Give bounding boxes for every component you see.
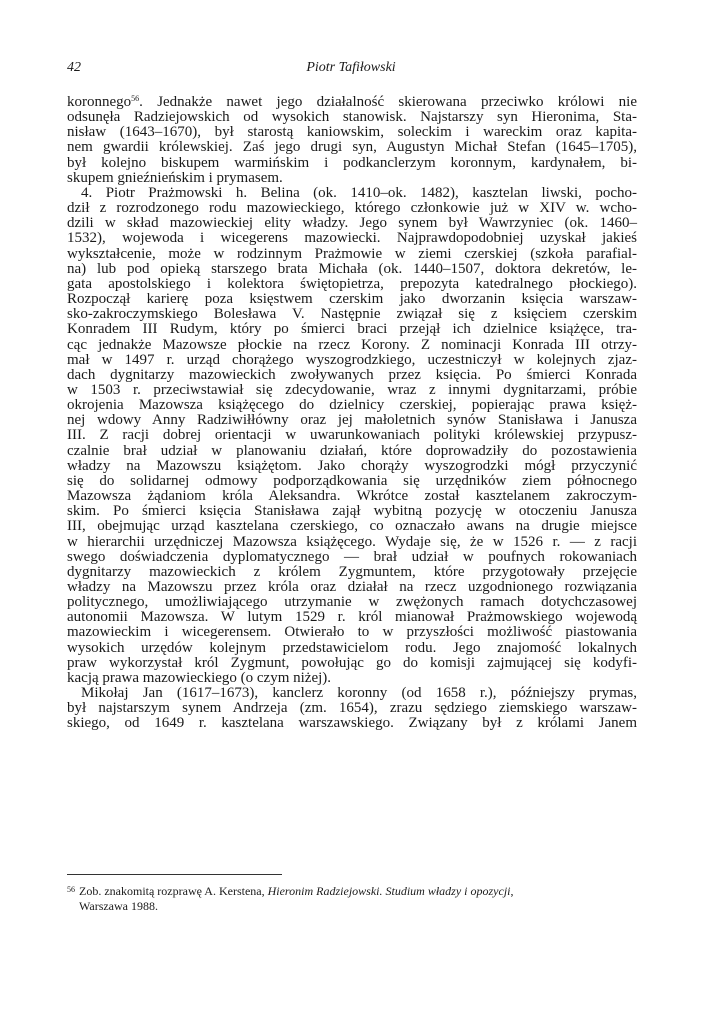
text-line: 1532), wojewoda i wicegerens mazowiecki. Najprawdopodobniej uzyskał jakieś [67,230,637,247]
text-line: Mikołaj Jan (1617–1673), kanclerz koronny (od 1658 r.), późniejszy prymas, [81,685,637,702]
text-line: dach dygnitarzy mazowieckich zwoływanych przez księcia. Po śmierci Konrada [67,366,637,383]
text-line: kacją prawa mazowieckiego (o czym niżej). [67,669,332,686]
text-line: sko-zakroczymskiego Bolesława V. Następnie związał się z księciem czerskim [67,306,637,323]
text-line: politycznego, umożliwiającego utrzymanie w zwężonych ramach dotychczasowej [67,594,637,611]
text-line: był najstarszym synem Andrzeja (zm. 1654), zrazu sędziego ziemskiego warszaw- [67,700,637,717]
text-line: cąc jednakże Mazowsze płockie na rzecz Korony. Z nominacji Konrada III otrzy- [67,336,637,353]
text-line: mazowieckim i wicegerensem. Otwierało to w przyszłości możliwość piastowania [67,624,637,641]
footnote-number: 56 [67,885,75,894]
text-line: wykształcenie, może w rodzinnym Prażmowie w ziemi czerskiej (szkoła parafial- [67,245,637,262]
text-line: w hierarchii urzędniczej Mazowsza książęcego. Wydaje się, że w 1526 r. — z racji [67,533,637,550]
text-line: dził z rozrodzonego rodu mazowieckiego, którego członkowie już w XIV w. wcho- [67,200,637,217]
text-line: skupem gnieźnieńskim i prymasem. [67,169,283,186]
footnote-text: Zob. znakomitą rozprawę A. Kerstena, [79,884,268,898]
text-line: okrojenia Mazowsza książęcego do dzielnicy czerskiej, popierając prawa księż- [67,397,637,414]
text-line: gata apostolskiego i kolektora świętopietrza, prepozyta katedralnego płockiego). [67,275,637,292]
text-fragment: . Jednakże nawet jego działalność skierowana przeciwko królowi nie [139,94,637,110]
footnote-title: Hieronim Radziejowski. Studium władzy i opozycji [267,884,511,898]
text-line: Mazowsza żądaniom króla Aleksandra. Wkrótce został kasztelanem zakroczym- [67,488,637,505]
text-line: na) lub pod opieką starszego brata Michała (ok. 1440–1507, doktora dekretów, le- [67,260,637,277]
text-line: odsunęła Radziejowskich od wysokich stanowisk. Najstarszy syn Hieronima, Sta- [67,109,637,126]
text-line: się do solidarnej odmowy podporządkowania się urzędników ziem północnego [67,472,637,489]
text-line: III. Z racji dobrej orientacji w uwarunkowaniach polityki królewskiej przypusz- [67,427,637,444]
text-line: dygnitarzy mazowieckich z królem Zygmuntem, które przygotowały przejęcie [67,563,637,580]
text-line: był kolejno biskupem warmińskim i podkanclerzym koronnym, kardynałem, bi- [67,154,637,171]
text-line: władzy na Mazowszu książętom. Jako chorąży wyszogrodzki mógł przyczynić [67,457,637,474]
text-line: swego doświadczenia dyplomatycznego — brał udział w poufnych rokowaniach [67,548,637,565]
text-line: czalnie brał udział w planowaniu działań, które doprowadziły do pozostawienia [67,442,637,459]
footnote-ref[interactable]: 56 [131,94,140,103]
text-line: skim. Po śmierci księcia Stanisława zajął wybitną pozycję w otoczeniu Janusza [67,503,637,520]
text-line: władzy na Mazowszu przez króla oraz działał na rzecz uzgodnionego rozwiązania [67,579,637,595]
text-line: skiego, od 1649 r. kasztelana warszawskiego. Związany był z królami Janem [67,715,637,732]
footnote-text: , [510,884,514,898]
text-line [67,95,637,110]
body-text [67,95,637,732]
text-line: Rozpoczął karierę poza księstwem czerskim jako dworzanin księcia warszaw- [67,291,637,308]
text-line: nej wdowy Anny Radziwiłłówny oraz jej małoletnich synów Stanisława i Janusza [67,412,637,429]
text-line: nisław (1643–1670), był starostą kaniowskim, soleckim i wareckim oraz kapita- [67,124,637,141]
running-title: Piotr Tafiłowski [306,60,396,75]
footnote-text: Warszawa 1988. [79,899,159,913]
text-line: 4. Piotr Prażmowski h. Belina (ok. 1410–ok. 1482), kasztelan liwski, pocho- [81,184,637,201]
text-line: autonomii Mazowsza. W lutym 1529 r. król mianował Prażmowskiego wojewodą [67,609,637,626]
text-line: dzili w skład mazowieckiej elity władzy. Jego synem był Wawrzyniec (ok. 1460– [67,215,637,232]
text-line: wysokich urzędów kolejnym przedstawicielom rodu. Jego znajomość lokalnych [67,639,637,656]
text-line: III, obejmując urząd kasztelana czerskiego, co oznaczało awans na drugie miejsce [67,518,637,535]
footnote-divider [67,874,282,875]
text-line: w 1503 r. przeciwstawiał się zdecydowanie, wraz z innymi dygnitarzami, próbie [67,381,637,398]
text-line: nem gwardii królewskiej. Zaś jego drugi syn, Augustyn Michał Stefan (1645–1705), [67,139,637,156]
text-line: mał w 1497 r. urząd chorążego wyszogrodzkiego, uczestniczył w kolejnych zjaz- [67,351,637,368]
footnote [67,884,637,914]
text-fragment: koronnego [67,94,132,110]
text-line: praw wykorzystał król Zygmunt, powołując go do komisji zajmującej się kodyfi- [67,654,637,671]
page-number: 42 [67,60,81,75]
text-line: Konradem III Rudym, który po śmierci braci przejął ich dzielnice książęce, tra- [67,321,637,338]
